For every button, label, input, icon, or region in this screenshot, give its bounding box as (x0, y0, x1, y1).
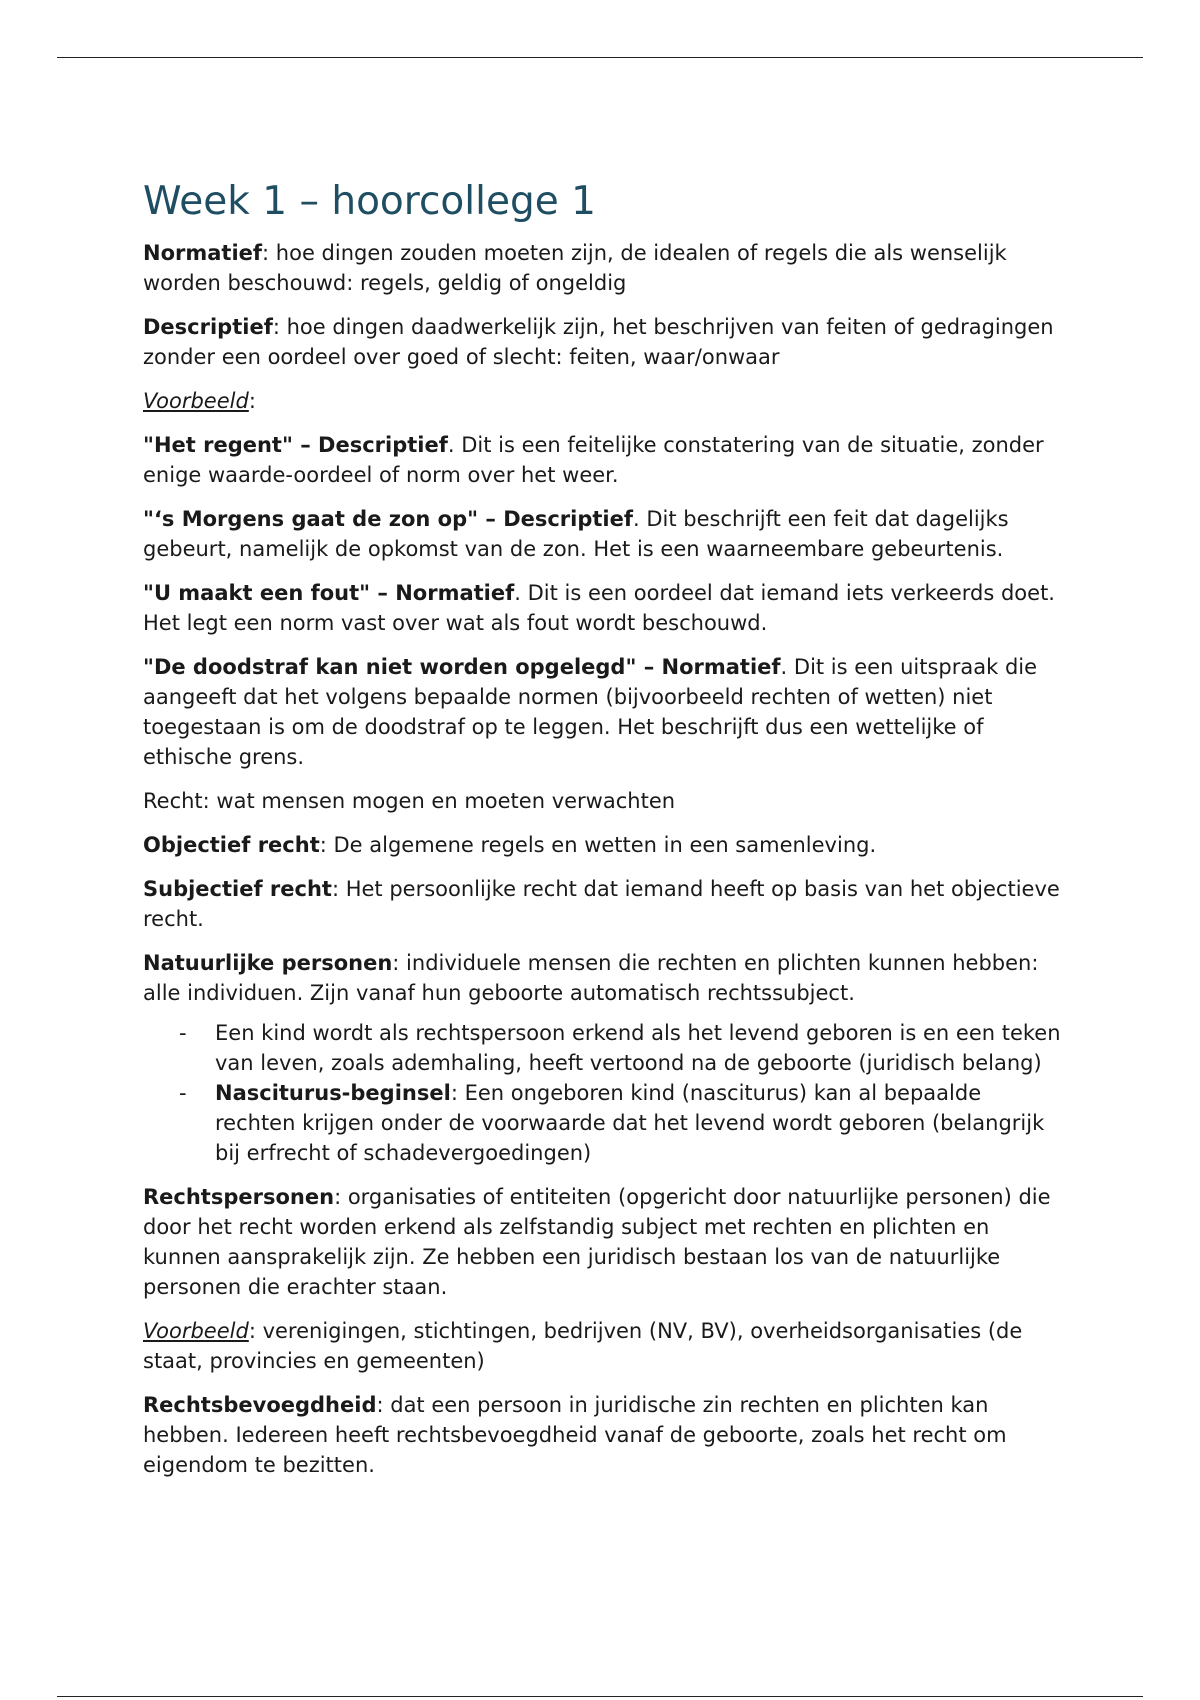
definition-text: : individuele mensen die rechten en plichten kunnen hebben: alle individuen. Zijn vanaf hun geboorte automatisch rechtssubject. (143, 951, 1039, 1005)
voorbeeld-rechtspersonen (143, 1316, 1063, 1376)
list-item (215, 1078, 1063, 1168)
example-4 (143, 652, 1063, 772)
definition-text: : Het persoonlijke recht dat iemand heeft op basis van het objectieve recht. (143, 877, 1060, 931)
definition-rechtsbevoegdheid (143, 1390, 1063, 1480)
definition-text: : De algemene regels en wetten in een samenleving. (319, 833, 877, 857)
definition-rechtspersonen (143, 1182, 1063, 1302)
example-text: . Dit is een uitspraak die aangeeft dat het volgens bepaalde normen (bijvoorbeeld rechten of wetten) niet toegestaan is om de doodstraf op te leggen. Het beschrijft dus een wettelijke of ethische grens. (143, 655, 1038, 769)
definition-text: : dat een persoon in juridische zin rechten en plichten kan hebben. Iedereen heeft rechtsbevoegdheid vanaf de geboorte, zoals het recht om eigendom te bezitten. (143, 1393, 1007, 1477)
example-quote: "De doodstraf kan niet worden opgelegd" – Normatief (143, 655, 781, 679)
page-title: Week 1 – hoorcollege 1 (143, 179, 596, 224)
definition-objectief-recht (143, 830, 1063, 860)
example-2 (143, 504, 1063, 564)
bullet-list (143, 1018, 1063, 1168)
example-quote: "Het regent" – Descriptief (143, 433, 448, 457)
definition-subjectief-recht (143, 874, 1063, 934)
header-rule (57, 57, 1143, 58)
term: Subjectief recht (143, 877, 332, 901)
list-item-text: : Een ongeboren kind (nasciturus) kan al bepaalde rechten krijgen onder de voorwaarde dat het levend wordt geboren (belangrijk bij erfrecht of schadevergoedingen) (215, 1081, 1045, 1165)
term: Natuurlijke personen (143, 951, 393, 975)
recht-definition: Recht: wat mensen mogen en moeten verwachten (143, 789, 676, 813)
example-3 (143, 578, 1063, 638)
term: Normatief (143, 241, 263, 265)
list-item (215, 1018, 1063, 1078)
example-text: . Dit is een feitelijke constatering van de situatie, zonder enige waarde-oordeel of norm over het weer. (143, 433, 1044, 487)
example-quote: "U maakt een fout" – Normatief (143, 581, 515, 605)
definition-text: : organisaties of entiteiten (opgericht door natuurlijke personen) die door het recht worden erkend als zelfstandig subject met rechten en plichten en kunnen aansprakelijk zijn. Ze hebben een juridisch bestaan los van de natuurlijke personen die erachter staan. (143, 1185, 1051, 1299)
definition-text: : hoe dingen zouden moeten zijn, de idealen of regels die als wenselijk worden beschouwd: regels, geldig of ongeldig (143, 241, 1007, 295)
definition-natuurlijke-personen (143, 948, 1063, 1008)
document-body (143, 176, 1063, 1494)
term: Rechtsbevoegdheid (143, 1393, 377, 1417)
footer-rule (57, 1696, 1143, 1697)
colon: : (248, 389, 256, 413)
example-text: . Dit beschrijft een feit dat dagelijks gebeurt, namelijk de opkomst van de zon. Het is een waarneembare gebeurtenis. (143, 507, 1009, 561)
term: Descriptief (143, 315, 273, 339)
voorbeeld-label: Voorbeeld (143, 1319, 249, 1343)
definition-descriptief (143, 312, 1063, 372)
definition-normatief (143, 238, 1063, 298)
term: Objectief recht (143, 833, 320, 857)
list-item-text: Een kind wordt als rechtspersoon erkend als het levend geboren is en een teken van leven, zoals ademhaling, heeft vertoond na de geboorte (juridisch belang) (215, 1021, 1061, 1075)
term: Rechtspersonen (143, 1185, 335, 1209)
voorbeeld-label: Voorbeeld (143, 389, 249, 413)
example-quote: "‘s Morgens gaat de zon op" – Descriptief (143, 507, 634, 531)
definition-text: : hoe dingen daadwerkelijk zijn, het beschrijven van feiten of gedragingen zonder een oordeel over goed of slecht: feiten, waar/onwaar (143, 315, 1054, 369)
example-text: . Dit is een oordeel dat iemand iets verkeerds doet. Het legt een norm vast over wat als fout wordt beschouwd. (143, 581, 1055, 635)
example-1 (143, 430, 1063, 490)
voorbeeld-heading (143, 386, 1063, 416)
voorbeeld-text: : verenigingen, stichtingen, bedrijven (NV, BV), overheidsorganisaties (de staat, provincies en gemeenten) (143, 1319, 1023, 1373)
term: Nasciturus-beginsel (215, 1081, 451, 1105)
